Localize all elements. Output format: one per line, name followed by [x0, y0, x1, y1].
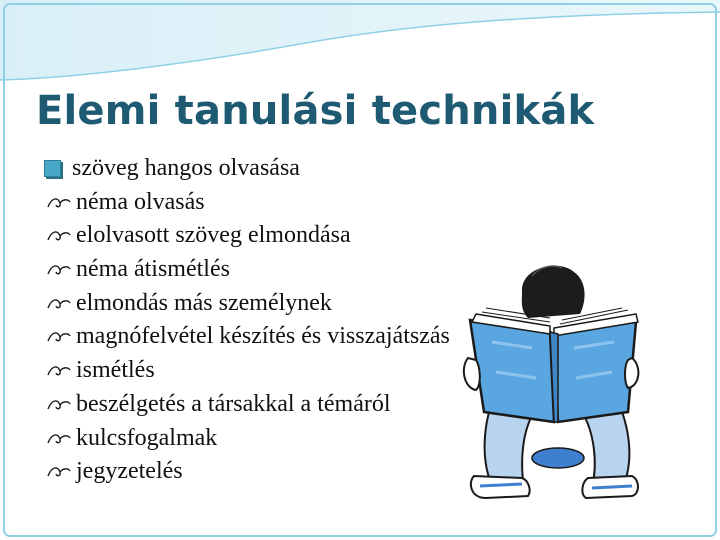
vine-bullet-icon	[46, 429, 72, 449]
reading-child-clipart	[462, 262, 652, 512]
list-item	[46, 320, 450, 354]
list-item-text: beszélgetés a társakkal a témáról	[76, 390, 391, 417]
vine-bullet-icon	[46, 395, 72, 415]
list-item	[46, 152, 450, 186]
list-item	[46, 287, 450, 321]
vine-bullet-icon	[46, 260, 72, 280]
vine-bullet-icon	[46, 294, 72, 314]
vine-bullet-icon	[46, 361, 72, 381]
list-item	[46, 253, 450, 287]
list-item-text: kulcsfogalmak	[76, 424, 218, 451]
list-item-text: néma olvasás	[76, 188, 205, 215]
vine-bullet-icon	[46, 226, 72, 246]
slide-title: Elemi tanulási technikák	[36, 88, 595, 134]
list-item	[46, 422, 450, 456]
list-item-text: magnófelvétel készítés és visszajátszás	[76, 323, 450, 350]
list-item	[46, 388, 450, 422]
list-item-text: néma átismétlés	[76, 256, 230, 283]
technique-list	[46, 152, 450, 489]
vine-bullet-icon	[46, 327, 72, 347]
list-item	[46, 219, 450, 253]
list-item-text: elolvasott szöveg elmondása	[76, 222, 351, 249]
list-item-text: jegyzetelés	[76, 458, 183, 485]
list-item-text: ismétlés	[76, 357, 155, 384]
list-item-text: szöveg hangos olvasása	[72, 155, 300, 181]
list-item-text: elmondás más személynek	[76, 289, 332, 316]
vine-bullet-icon	[46, 462, 72, 482]
list-item	[46, 455, 450, 489]
list-item	[46, 354, 450, 388]
list-item	[46, 186, 450, 220]
vine-bullet-icon	[46, 193, 72, 213]
